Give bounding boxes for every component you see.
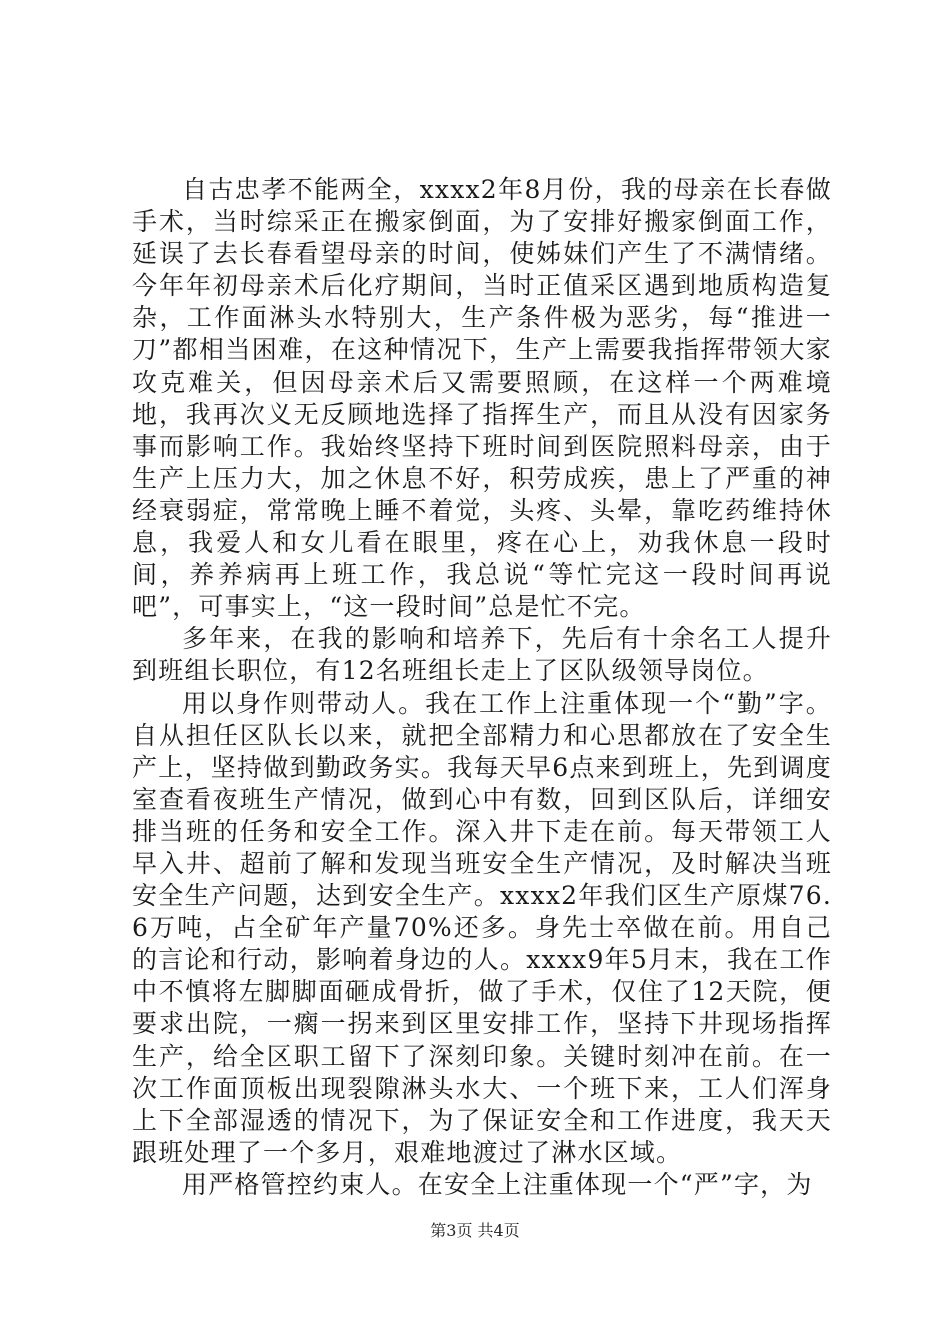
body-text xyxy=(132,174,832,1201)
paragraph-3: 用以身作则带动人。我在工作上注重体现一个“勤”字。自从担任区队长以来，就把全部精力和心思都放在了安全生产上，坚持做到勤政务实。我每天早6点来到班上，先到调度室查看夜班生产情况，做到心中有数，回到区队后，详细安排当班的任务和安全工作。深入井下走在前。每天带领工人早入井、超前了解和发现当班安全生产情况，及时解决当班安全生产问题，达到安全生产。xxxx2年我们区生产原煤76.6万吨，占全矿年产量70%还多。身先士卒做在前。用自己的言论和行动，影响着身边的人。xxxx9年5月末，我在工作中不慎将左脚脚面砸成骨折，做了手术，仅住了12天院，便要求出院，一瘸一拐来到区里安排工作，坚持下井现场指挥生产，给全区职工留下了深刻印象。关键时刻冲在前。在一次工作面顶板出现裂隙淋头水大、一个班下来，工人们浑身上下全部湿透的情况下，为了保证安全和工作进度，我天天跟班处理了一个多月，艰难地渡过了淋水区域。 xyxy=(132,688,832,1167)
paragraph-1: 自古忠孝不能两全，xxxx2年8月份，我的母亲在长春做手术，当时综采正在搬家倒面，为了安排好搬家倒面工作，延误了去长春看望母亲的时间，使姊妹们产生了不满情绪。今年年初母亲术后化疗期间，当时正值采区遇到地质构造复杂，工作面淋头水特别大，生产条件极为恶劣，每“推进一刀”都相当困难，在这种情况下，生产上需要我指挥带领大家攻克难关，但因母亲术后又需要照顾，在这样一个两难境地，我再次义无反顾地选择了指挥生产，而且从没有因家务事而影响工作。我始终坚持下班时间到医院照料母亲，由于生产上压力大，加之休息不好，积劳成疾，患上了严重的神经衰弱症，常常晚上睡不着觉，头疼、头晕，靠吃药维持休息，我爱人和女儿看在眼里，疼在心上，劝我休息一段时间，养养病再上班工作，我总说“等忙完这一段时间再说吧”，可事实上，“这一段时间”总是忙不完。 xyxy=(132,175,832,622)
page-footer: 第3页 共4页 xyxy=(430,1221,520,1240)
paragraph-4: 用严格管控约束人。在安全上注重体现一个“严”字，为 xyxy=(182,1169,813,1199)
paragraph-2: 多年来，在我的影响和培养下，先后有十余名工人提升到班组长职位，有12名班组长走上了区队级领导岗位。 xyxy=(132,624,832,686)
